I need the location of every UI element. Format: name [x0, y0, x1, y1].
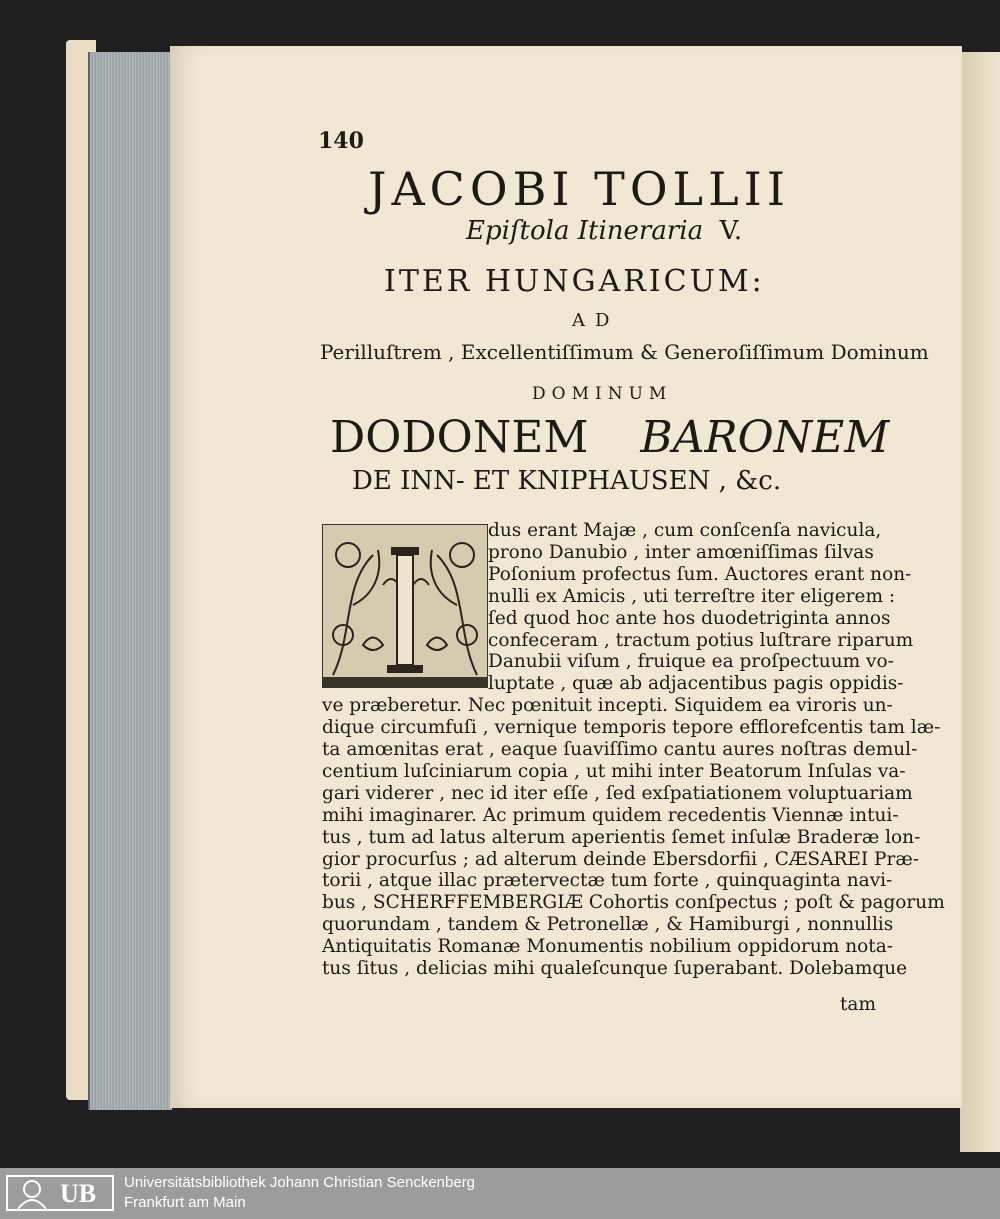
iter-heading: ITER HUNGARICUM: [384, 264, 765, 299]
body-line: gior procurſus ; ad alterum deinde Ebersdorfii , CÆSAREI Præ- [322, 848, 919, 870]
foliage-ornament-icon [323, 525, 487, 687]
body-line: luptate , quæ ab adjacentibus pagis oppidis- [488, 673, 904, 695]
body-line: Antiquitatis Romanæ Monumentis nobilium oppidorum nota- [322, 936, 894, 958]
dominum-heading: DOMINUM [532, 384, 673, 404]
ornamental-initial-i [322, 524, 488, 688]
epistola-title: Epiſtola Itineraria [466, 216, 704, 246]
book-page [170, 46, 962, 1108]
ad-heading: AD [572, 310, 620, 331]
body-line: tus , tum ad latus alterum aperientis ſemet inſulæ Braderæ lon- [322, 826, 921, 848]
body-line: gari viderer , nec id iter eſſe , ſed exſpatiationem voluptuariam [322, 782, 913, 804]
epistola-heading [466, 216, 742, 246]
right-page-edge [960, 52, 1000, 1152]
body-line: ſed quod hoc ante hos duodetriginta annos [488, 607, 891, 629]
body-line: dus erant Majæ , cum conſcenſa navicula, [488, 520, 882, 541]
body-line: ve præberetur. Nec pœnituit incepti. Siquidem ea viroris un- [322, 695, 893, 717]
body-line: prono Danubio , inter amœniſſimas ſilvas [488, 541, 874, 563]
page-number: 140 [318, 128, 364, 154]
body-line: centium luſciniarum copia , ut mihi inter Beatorum Inſulas va- [322, 760, 906, 782]
catchword: tam [840, 994, 877, 1015]
body-line: Danubii viſum , fruique ea proſpectuum vo- [488, 651, 894, 673]
body-line: torii , atque illac prætervectæ tum forte , quinquaginta navi- [322, 870, 893, 892]
senckenberg-portrait-icon [12, 1177, 52, 1209]
body-line: quorundam , tandem & Petronellæ , & Hamiburgi , nonnullis [322, 914, 894, 936]
library-city: Frankfurt am Main [124, 1194, 246, 1211]
body-line: confeceram , tractum potius luſtrare riparum [488, 629, 914, 651]
name-heading [330, 412, 889, 463]
library-footer [0, 1168, 1000, 1219]
body-line: bus , SCHERFFEMBERGIÆ Cohortis conſpectus ; poſt & pagorum [322, 892, 945, 914]
body-line: mihi imaginarer. Ac primum quidem recedentis Viennæ intui- [322, 804, 899, 826]
ub-logo-text: UB [60, 1179, 97, 1208]
page-stack-edge [88, 52, 172, 1110]
body-line: ta amœnitas erat , eaque ſuaviſſimo cantu aures noſtras demul- [322, 739, 918, 760]
body-line: nulli ex Amicis , uti terreſtre iter eligerem : [488, 585, 896, 607]
name-roman: DODONEM [330, 412, 589, 463]
title-line: DE INN- ET KNIPHAUSEN , &c. [352, 466, 782, 496]
name-italic: BARONEM [640, 412, 890, 463]
dedication-line: Perilluſtrem , Excellentiſſimum & Generoſiſſimum Dominum [320, 340, 929, 364]
library-name: Universitätsbibliothek Johann Christian Senckenberg [124, 1174, 476, 1191]
epistola-number: V. [719, 216, 743, 246]
ub-logo[interactable] [6, 1175, 114, 1211]
author-heading: JACOBI TOLLII [368, 162, 790, 216]
body-line: Poſonium profectus ſum. Auctores erant non- [488, 563, 912, 585]
body-line: tus ſitus , delicias mihi qualeſcunque ſuperabant. Dolebamque [322, 958, 908, 979]
body-line: dique circumfuſi , vernique temporis tepore efflorefcentis tam læ- [322, 717, 941, 739]
